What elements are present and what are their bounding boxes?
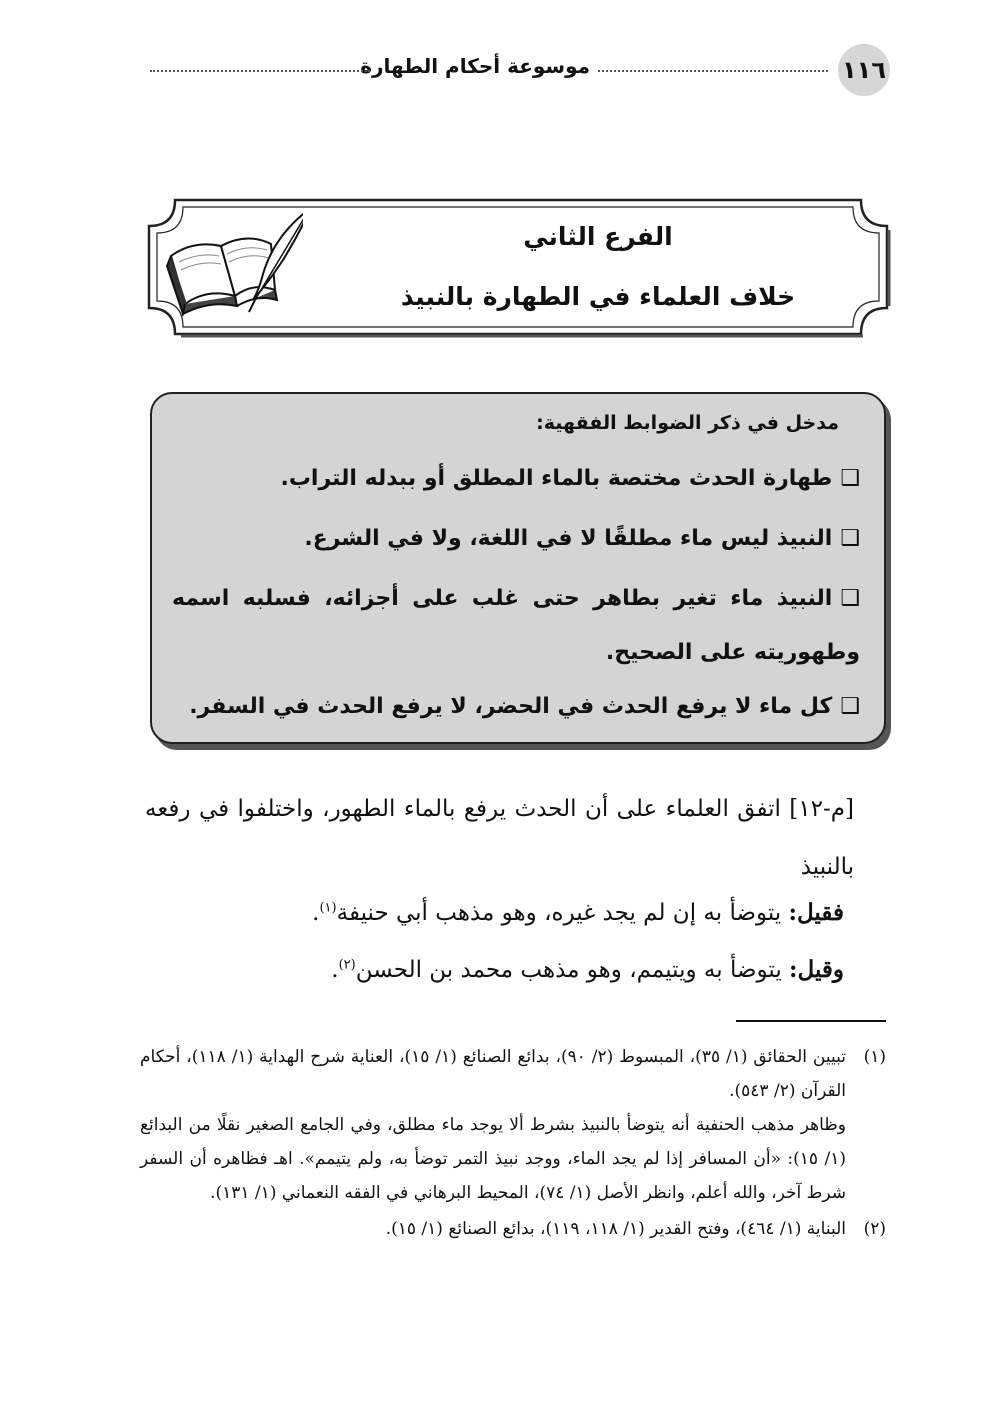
section-title: خلاف العلماء في الطهارة بالنبيذ [400,282,796,311]
book-and-quill-icon [163,204,303,322]
opinion-end: . [331,957,339,983]
rule-text: طهارة الحدث مختصة بالماء المطلق أو ببدله التراب. [280,466,833,491]
intro-paragraph: [م-١٢] اتفق العلماء على أن الحدث يرفع بالماء الطهور، واختلفوا في رفعه بالنبيذ [145,796,854,880]
rule-text: النبيذ ماء تغير بطاهر حتى غلب على أجزائه، فسلبه اسمه وطهوريته على الصحيح. [172,586,860,665]
opinion-text: يتوضأ به ويتيمم، وهو مذهب محمد بن الحسن [355,957,790,983]
section-label: الفرع الثاني [523,222,673,251]
footnote-text: البناية (١/ ٤٦٤)، وفتح القدير (١/ ١١٨، ١١٩)، بدائع الصنائع (١/ ١٥). [385,1219,846,1239]
footnote-ref[interactable]: (١) [319,900,337,916]
footnote-text: تبيين الحقائق (١/ ٣٥)، المبسوط (٢/ ٩٠)، بدائع الصنائع (١/ ١٥)، العناية شرح الهداية (١/ ١١٨)، أحكام القرآن (٢/ ٥٤٣). [140,1047,846,1101]
footnote-separator [736,1020,886,1022]
footnote-text: وظاهر مذهب الحنفية أنه يتوضأ بالنبيذ بشرط ألا يوجد ماء مطلق، وفي الجامع الصغير نقلًا من البدائع (١/ ١٥): «أن المسافر إذا لم يجد الماء، ووجد نبيذ التمر توضأ به، ولم يتيمم». اهـ فظاهره أن السفر شرط آخر، والله أعلم، وانظر الأصل (١/ ٧٤)، المحيط البرهاني في الفقه النعماني (١/ ١٣١). [140,1115,846,1203]
rule-item [172,512,860,566]
checkbox-bullet-icon: ❑ [840,586,860,611]
opinion-line [312,893,844,933]
fiqh-rules-box [150,392,886,744]
rules-heading: مدخل في ذكر الضوابط الفقهية: [536,412,839,434]
footnote-number: (٢) [863,1219,886,1239]
opinion-text: يتوضأ به إن لم يجد غيره، وهو مذهب أبي حنيفة [336,900,789,926]
opinion-line [331,950,844,990]
footnote [140,1212,886,1246]
footnotes [140,1040,886,1246]
page-header [140,44,890,96]
rule-text: كل ماء لا يرفع الحدث في الحضر، لا يرفع الحدث في السفر. [189,694,833,719]
header-dotted-leader-right [598,70,828,72]
opinion-lead: وقيل: [789,956,844,983]
footnote-number: (١) [863,1047,886,1067]
opinion-end: . [312,900,320,926]
opinion-lead: فقيل: [788,899,844,926]
page-number: ١١٦ [838,44,890,96]
rule-text: النبيذ ليس ماء مطلقًا لا في اللغة، ولا في الشرع. [304,526,833,551]
checkbox-bullet-icon: ❑ [840,694,860,719]
rule-item [172,680,860,734]
footnote [140,1040,886,1210]
running-title: موسوعة أحكام الطهارة [360,54,590,78]
rule-item [172,572,860,680]
rule-item [172,452,860,506]
header-dotted-leader-left [150,70,370,72]
checkbox-bullet-icon: ❑ [840,466,860,491]
checkbox-bullet-icon: ❑ [840,526,860,551]
footnote-ref[interactable]: (٢) [338,957,356,973]
section-title-frame [145,196,891,342]
